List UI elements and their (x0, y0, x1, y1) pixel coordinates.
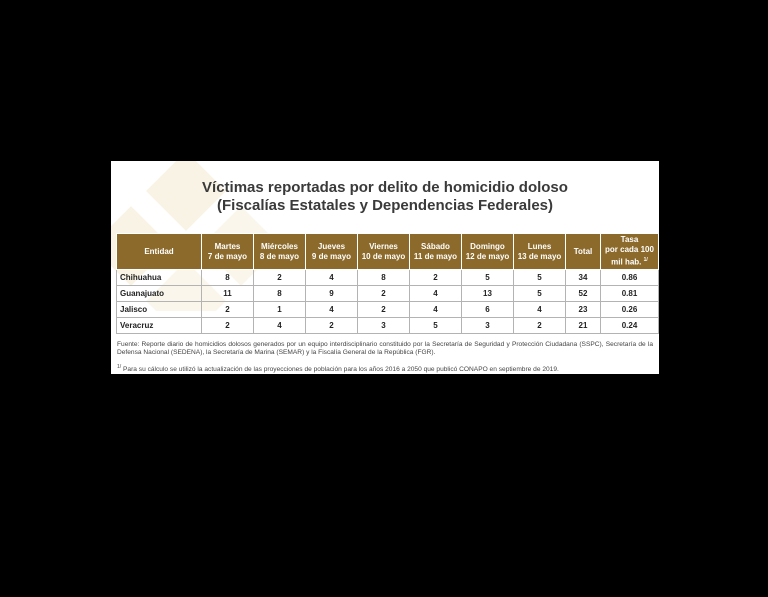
cell-total: 34 (566, 270, 601, 286)
cell-value: 9 (306, 286, 358, 302)
cell-value: 5 (410, 318, 462, 334)
homicide-table (116, 233, 659, 334)
cell-value: 2 (202, 302, 254, 318)
page-title (111, 179, 659, 215)
cell-value: 2 (202, 318, 254, 334)
column-header-day: Lunes 13 de mayo (514, 234, 566, 270)
cell-value: 3 (462, 318, 514, 334)
cell-value: 8 (358, 270, 410, 286)
cell-tasa: 0.86 (601, 270, 659, 286)
cell-value: 4 (410, 302, 462, 318)
table-row (117, 302, 659, 318)
cell-entidad: Chihuahua (117, 270, 202, 286)
table-row (117, 270, 659, 286)
cell-entidad: Guanajuato (117, 286, 202, 302)
column-header-day: Miércoles 8 de mayo (254, 234, 306, 270)
cell-value: 4 (306, 270, 358, 286)
cell-value: 2 (306, 318, 358, 334)
cell-value: 4 (254, 318, 306, 334)
cell-value: 3 (358, 318, 410, 334)
cell-value: 2 (358, 302, 410, 318)
cell-value: 1 (254, 302, 306, 318)
cell-value: 8 (202, 270, 254, 286)
column-header-day: Jueves 9 de mayo (306, 234, 358, 270)
cell-tasa: 0.26 (601, 302, 659, 318)
cell-value: 5 (462, 270, 514, 286)
column-header-day: Viernes 10 de mayo (358, 234, 410, 270)
cell-value: 11 (202, 286, 254, 302)
table-row (117, 318, 659, 334)
column-header-tasa: Tasa por cada 100 mil hab. $^{1/}$ (601, 234, 659, 270)
cell-value: 8 (254, 286, 306, 302)
column-header-total: Total (566, 234, 601, 270)
title-line-1: Víctimas reportadas por delito de homicidio doloso (202, 179, 568, 196)
cell-value: 2 (410, 270, 462, 286)
column-header-day: Martes 7 de mayo (202, 234, 254, 270)
column-header-day: Sábado 11 de mayo (410, 234, 462, 270)
cell-value: 5 (514, 286, 566, 302)
table-header-row (117, 234, 659, 270)
cell-value: 2 (514, 318, 566, 334)
cell-value: 4 (306, 302, 358, 318)
footnote-text: Para su cálculo se utilizó la actualización de las proyecciones de población para los años 2016 a 2050 que publicó CONAPO en septiembre de 2019. (123, 366, 559, 374)
table-row (117, 286, 659, 302)
column-header-day: Domingo 12 de mayo (462, 234, 514, 270)
cell-tasa: 0.81 (601, 286, 659, 302)
footnote-marker: 1/ (117, 364, 122, 370)
cell-value: 13 (462, 286, 514, 302)
cell-total: 52 (566, 286, 601, 302)
title-line-2: (Fiscalías Estatales y Dependencias Federales) (217, 197, 553, 214)
source-note: Fuente: Reporte diario de homicidios dolosos generados por un equipo interdisciplinario constituido por la Secretaría de Seguridad y Protección Ciudadana (SSPC), Secretaría de la Defensa Nacional (SEDENA), la Secretaría de Marina (SEMAR) y la Fiscalía General de la República (FGR). (117, 341, 653, 356)
cell-total: 23 (566, 302, 601, 318)
cell-entidad: Jalisco (117, 302, 202, 318)
cell-value: 5 (514, 270, 566, 286)
cell-value: 4 (514, 302, 566, 318)
cell-tasa: 0.24 (601, 318, 659, 334)
cell-value: 2 (358, 286, 410, 302)
cell-value: 2 (254, 270, 306, 286)
cell-value: 4 (410, 286, 462, 302)
cell-value: 6 (462, 302, 514, 318)
report-slide (111, 161, 659, 374)
cell-entidad: Veracruz (117, 318, 202, 334)
footnote (117, 363, 653, 374)
column-header-entidad: Entidad (117, 234, 202, 270)
cell-total: 21 (566, 318, 601, 334)
